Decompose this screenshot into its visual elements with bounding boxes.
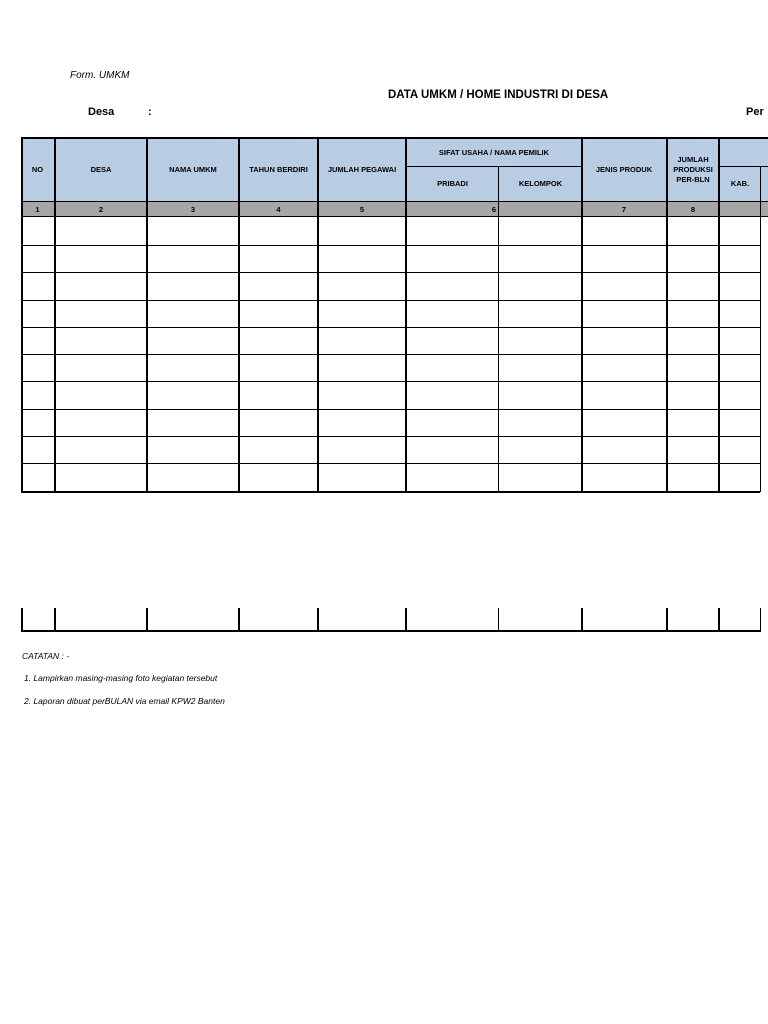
grid-line (21, 245, 760, 246)
grid-line (21, 272, 760, 273)
grid-line (317, 137, 319, 492)
grid-line (406, 166, 582, 167)
grid-line (21, 436, 760, 437)
notes-heading: CATATAN : - (22, 651, 70, 661)
desa-colon: : (148, 106, 152, 118)
col-number: 8 (690, 204, 696, 214)
col-number: 4 (276, 204, 281, 214)
grid-line (581, 608, 583, 632)
col-number: 5 (359, 204, 365, 214)
grid-line (54, 137, 56, 492)
header-no: NO (31, 165, 44, 174)
col-number: 7 (621, 204, 627, 214)
grid-line (146, 137, 148, 492)
grid-line (405, 608, 407, 632)
grid-line (21, 201, 768, 202)
header-kab: KAB. (730, 179, 750, 188)
desa-label: Desa (88, 106, 115, 118)
grid-line (21, 409, 760, 410)
col-number: 2 (98, 204, 104, 214)
grid-line (21, 137, 23, 492)
form-label: Form. UMKM (70, 70, 130, 81)
grid-line (54, 608, 56, 632)
grid-line (21, 381, 760, 382)
grid-line (718, 137, 720, 492)
grid-line (146, 608, 148, 632)
grid-line (21, 327, 760, 328)
note-item: 1. Lampirkan masing-masing foto kegiatan tersebut (24, 673, 218, 683)
col-number: 1 (35, 204, 40, 214)
header-desa: DESA (90, 165, 112, 174)
grid-line (405, 137, 407, 492)
grid-line (581, 137, 583, 492)
grid-line (21, 608, 23, 632)
col-number: 3 (190, 204, 196, 214)
header-pribadi: PRIBADI (437, 179, 468, 188)
grid-line (718, 608, 720, 632)
header-jumlah-produksi: JUMLAH PRODUKSI PER-BLN (673, 155, 713, 184)
header-jenis-produk: JENIS PRODUK (595, 165, 653, 174)
grid-line (760, 166, 761, 492)
col-number: 6 (491, 204, 497, 214)
grid-line (21, 630, 760, 632)
grid-line (238, 137, 240, 492)
grid-line (666, 137, 668, 492)
grid-line (21, 354, 760, 355)
header-kelompok: KELOMPOK (518, 179, 563, 188)
grid-line (21, 216, 768, 217)
grid-line (21, 300, 760, 301)
grid-line (760, 608, 761, 632)
note-item: 2. Laporan dibuat perBULAN via email KPW2 Banten (24, 696, 225, 706)
header-tahun-berdiri: TAHUN BERDIRI (249, 165, 308, 174)
grid-line (666, 608, 668, 632)
period-label: Per (746, 106, 764, 118)
grid-line (238, 608, 240, 632)
header-sifat-usaha: SIFAT USAHA / NAMA PEMILIK (438, 147, 550, 157)
grid-line (498, 166, 499, 492)
grid-line (21, 491, 760, 493)
grid-line (498, 608, 499, 632)
grid-line (21, 463, 760, 464)
header-jumlah-pegawai: JUMLAH PEGAWAI (327, 165, 397, 174)
page-title: DATA UMKM / HOME INDUSTRI DI DESA (388, 89, 609, 101)
grid-line (21, 137, 768, 139)
header-nama-umkm: NAMA UMKM (169, 165, 217, 174)
grid-line (317, 608, 319, 632)
